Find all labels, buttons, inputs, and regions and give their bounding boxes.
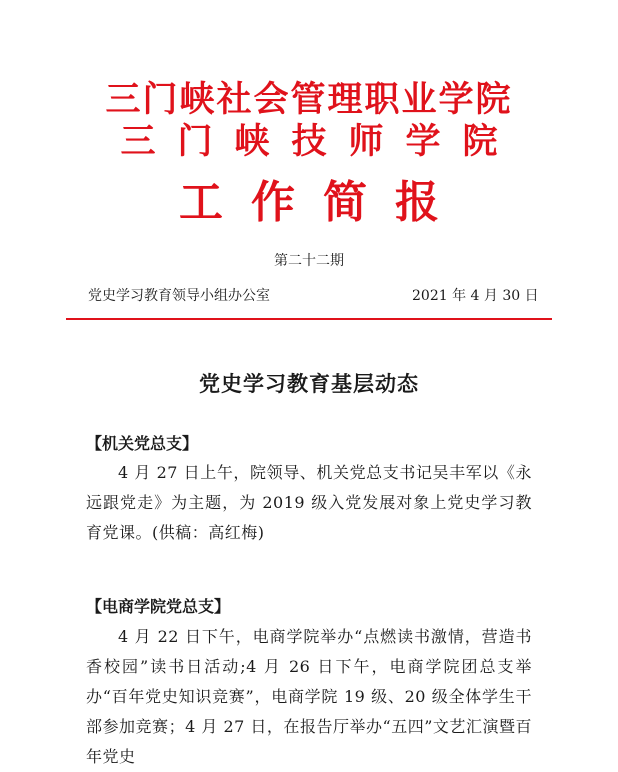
article-title: 党史学习教育基层动态: [199, 371, 419, 396]
bulletin-title: 工作简报: [179, 177, 467, 228]
section-heading: 【机关党总支】: [86, 434, 199, 453]
org-name-line-1: 三门峡社会管理职业学院: [105, 79, 513, 120]
section-paragraph: 4 月 22 日下午，电商学院举办“点燃读书激情，营造书香校园”读书日活动;4 月 26 日下午，电商学院团总支举办“百年党史知识竞赛”，电商学院 19 级、20 级全体学生干部参加竞赛；4 月 27 日，在报告厅举办“五四”文艺汇演暨百年党史: [86, 627, 532, 766]
section-heading: 【电商学院党总支】: [86, 597, 231, 616]
issuing-office: 党史学习教育领导小组办公室: [88, 288, 270, 304]
issue-date: 2021 年 4 月 30 日: [412, 288, 539, 304]
org-name-line-2: 三门峡技师学院: [120, 121, 520, 162]
issue-number: 第二十二期: [274, 253, 344, 269]
header-divider: [66, 318, 552, 320]
section-paragraph: 4 月 27 日上午，院领导、机关党总支书记吴丰军以《永远跟党走》为主题，为 2019 级入党发展对象上党史学习教育党课。(供稿：高红梅): [86, 463, 532, 542]
